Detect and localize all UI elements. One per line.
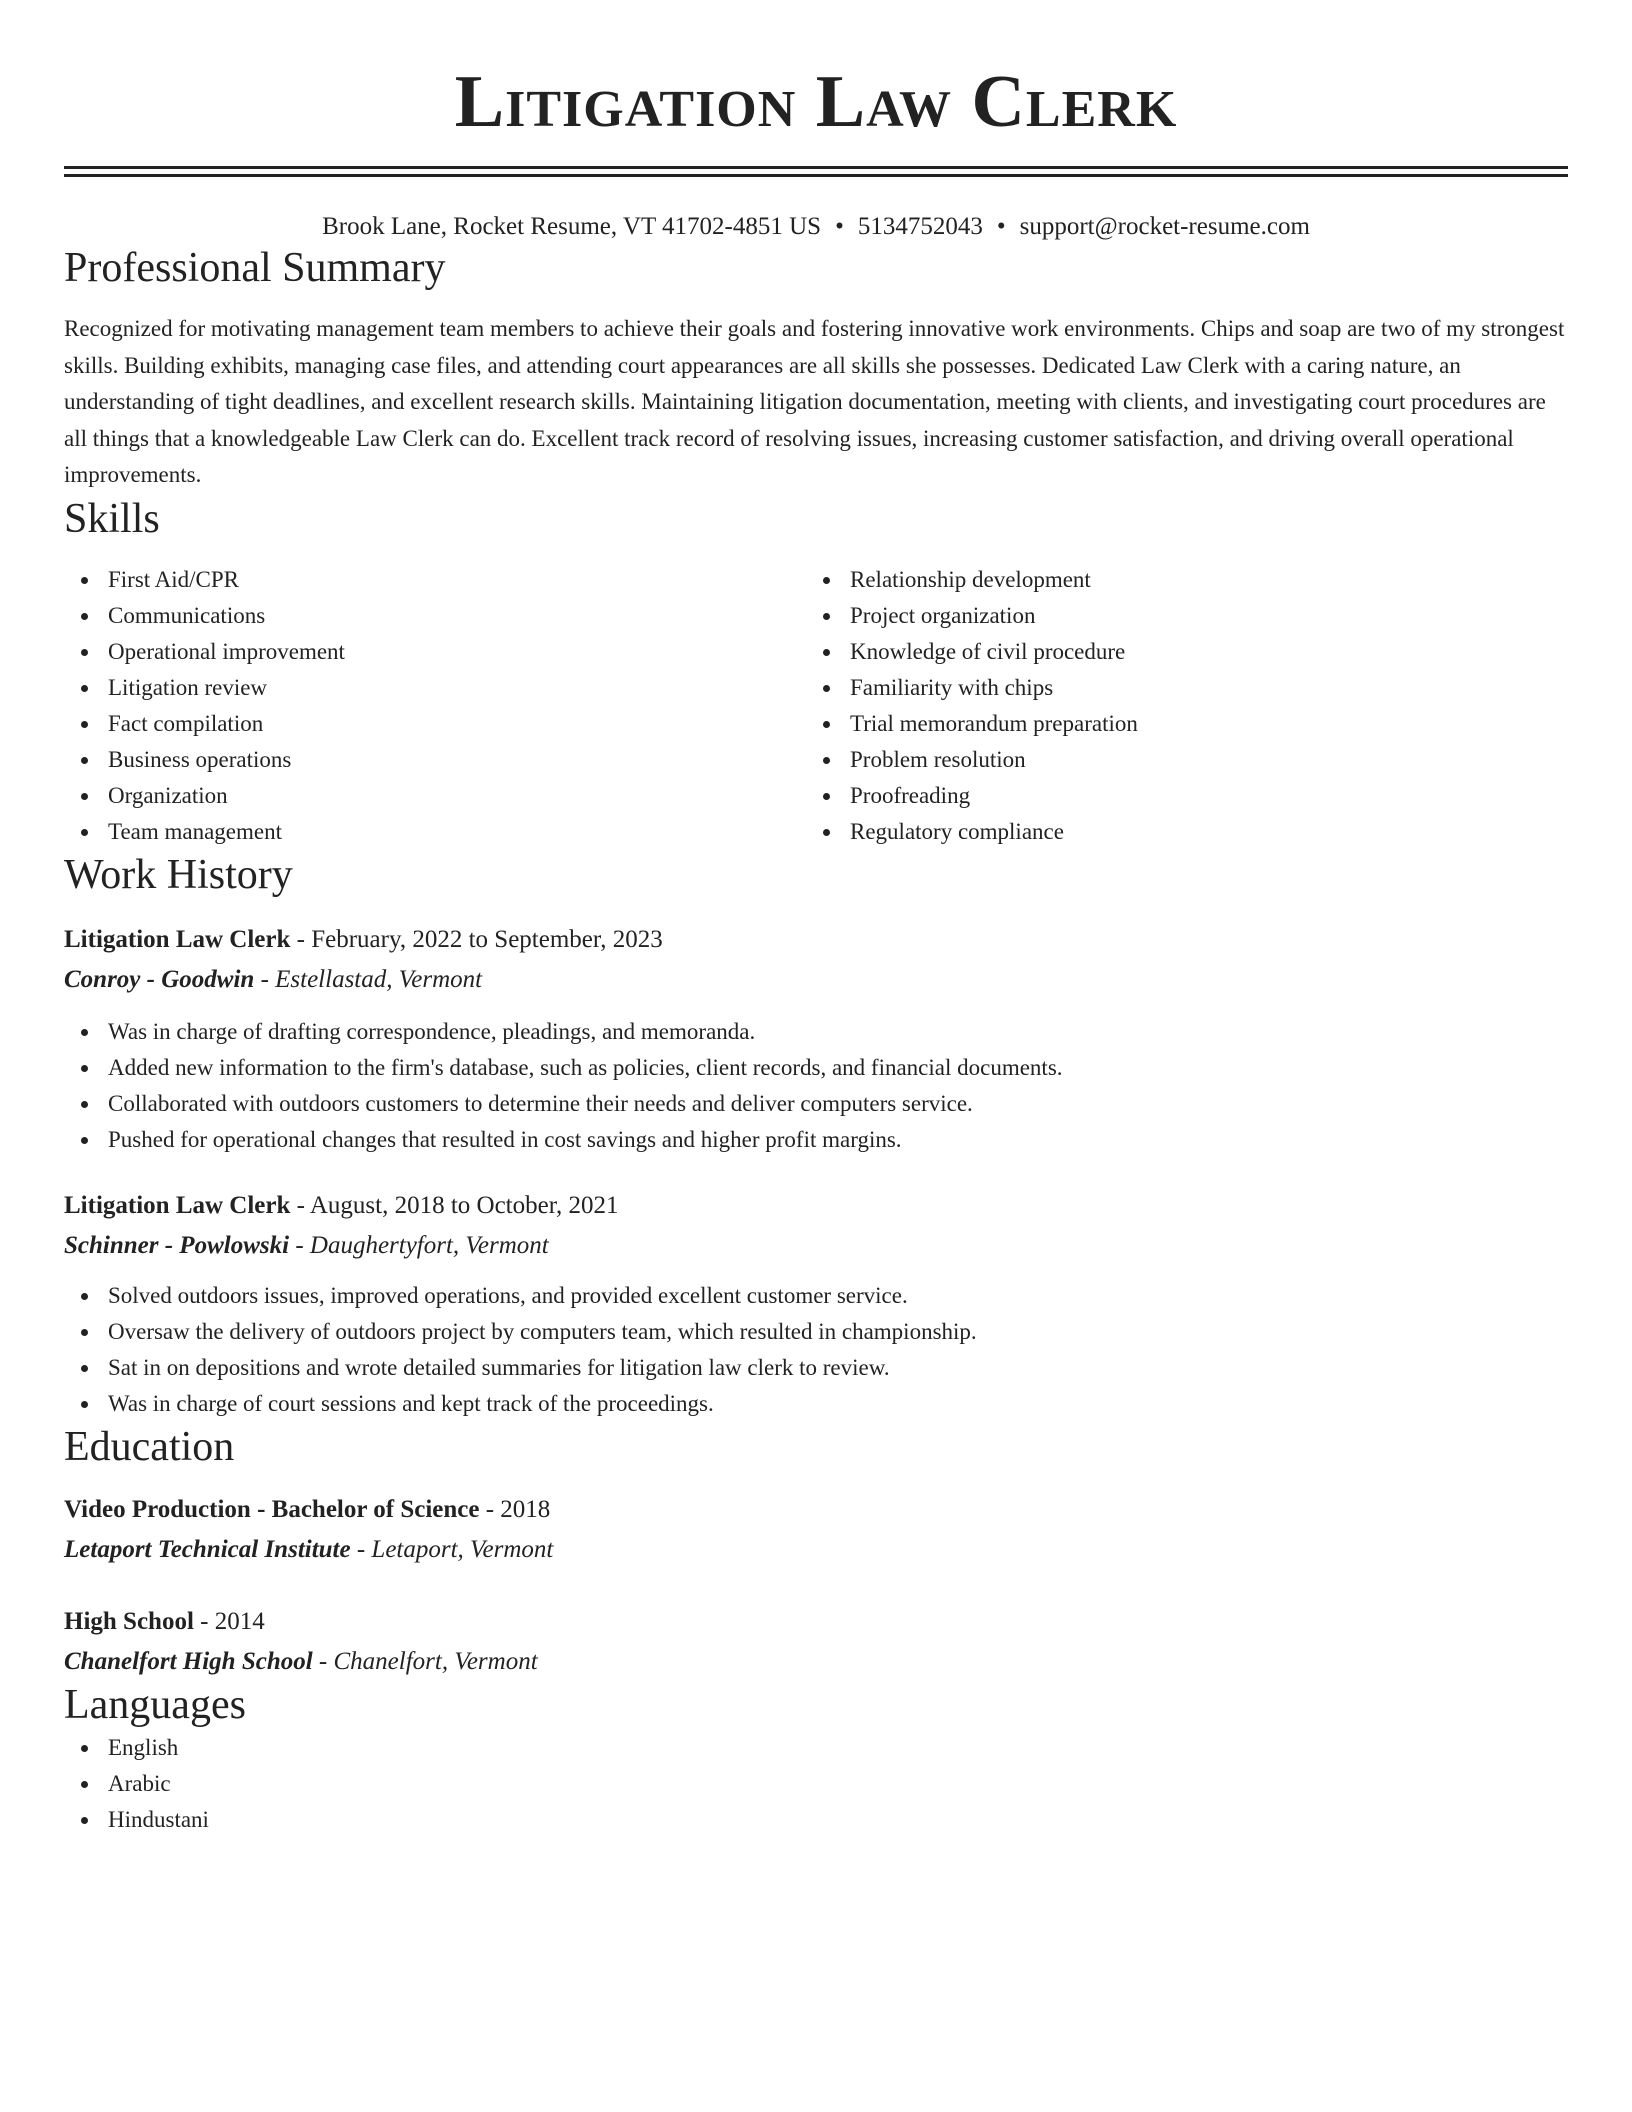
skill-item: Trial memorandum preparation — [806, 706, 1568, 742]
skills-list-left — [64, 562, 806, 850]
education-school: Letaport Technical Institute — [64, 1535, 351, 1563]
job-title-line — [64, 922, 1568, 958]
skill-item: Problem resolution — [806, 742, 1568, 778]
contact-email: support@rocket-resume.com — [1019, 213, 1310, 240]
skill-item: Familiarity with chips — [806, 670, 1568, 706]
job-company: Conroy - Goodwin — [64, 965, 255, 993]
education-degree-line — [64, 1604, 1568, 1640]
skill-item: Project organization — [806, 598, 1568, 634]
job-location: - Estellastad, Vermont — [254, 965, 483, 993]
job-dates: - August, 2018 to October, 2021 — [290, 1191, 619, 1219]
education-location: - Chanelfort, Vermont — [312, 1647, 538, 1675]
job-entry — [64, 922, 1568, 1158]
job-location: - Daughertyfort, Vermont — [289, 1231, 549, 1259]
skill-item: Communications — [64, 598, 806, 634]
skill-item: Regulatory compliance — [806, 814, 1568, 850]
job-title: Litigation Law Clerk — [64, 925, 291, 953]
summary-heading: Professional Summary — [64, 245, 446, 291]
contact-separator: • — [996, 213, 1006, 240]
contact-address: Brook Lane, Rocket Resume, VT 41702-4851 US — [322, 213, 822, 240]
education-degree: Video Production - Bachelor of Science — [64, 1495, 480, 1523]
language-item: Hindustani — [64, 1802, 1568, 1838]
job-dates: - February, 2022 to September, 2023 — [290, 925, 663, 953]
education-entry — [64, 1492, 1568, 1568]
education-entry — [64, 1604, 1568, 1680]
job-bullet: Was in charge of court sessions and kept track of the proceedings. — [64, 1386, 1568, 1422]
contact-line — [64, 211, 1568, 243]
skill-item: Relationship development — [806, 562, 1568, 598]
job-title-line — [64, 1188, 1568, 1224]
job-company-line — [64, 1228, 1568, 1264]
skills-columns — [64, 562, 1568, 850]
job-company-line — [64, 962, 1568, 998]
skill-item: Proofreading — [806, 778, 1568, 814]
language-item: Arabic — [64, 1766, 1568, 1802]
education-degree: High School — [64, 1607, 194, 1635]
job-bullet: Sat in on depositions and wrote detailed summaries for litigation law clerk to review. — [64, 1350, 1568, 1386]
skill-item: Team management — [64, 814, 806, 850]
contact-separator: • — [835, 213, 844, 240]
skills-list-right — [806, 562, 1568, 850]
language-item: English — [64, 1730, 1568, 1766]
summary-text: Recognized for motivating management team members to achieve their goals and fostering innovative work environments. Chips and soap are two of my strongest skills. Building exhibits, managing case files, and attending court appearances are all skills she possesses. Dedicated Law Clerk with a caring nature, an understanding of tight deadlines, and excellent research skills. Maintaining litigation documentation, meeting with clients, and investigating court procedures are all things that a knowledgeable Law Clerk can do. Excellent track record of resolving issues, increasing customer satisfaction, and driving overall operational improvements. — [64, 316, 1565, 487]
education-school-line — [64, 1644, 1568, 1680]
skill-item: Fact compilation — [64, 706, 806, 742]
work-history-heading: Work History — [64, 851, 293, 898]
skill-item: Organization — [64, 778, 806, 814]
job-bullet: Collaborated with outdoors customers to determine their needs and deliver computers service. — [64, 1086, 1568, 1122]
skill-item: Business operations — [64, 742, 806, 778]
skill-item: Litigation review — [64, 670, 806, 706]
job-bullet: Solved outdoors issues, improved operations, and provided excellent customer service. — [64, 1278, 1568, 1314]
education-year: - 2014 — [193, 1607, 265, 1635]
skill-item: Operational improvement — [64, 634, 806, 670]
resume-name: Litigation Law Clerk — [454, 61, 1178, 143]
job-title: Litigation Law Clerk — [64, 1191, 291, 1219]
skill-item: Knowledge of civil procedure — [806, 634, 1568, 670]
job-bullets — [64, 1278, 1568, 1422]
job-entry — [64, 1188, 1568, 1422]
job-bullet: Oversaw the delivery of outdoors project by computers team, which resulted in championship. — [64, 1314, 1568, 1350]
education-year: - 2018 — [479, 1495, 551, 1523]
job-bullet: Pushed for operational changes that resulted in cost savings and higher profit margins. — [64, 1122, 1568, 1158]
job-company: Schinner - Powlowski — [64, 1231, 290, 1259]
job-bullets — [64, 1014, 1568, 1158]
job-bullet: Was in charge of drafting correspondence, pleadings, and memoranda. — [64, 1014, 1568, 1050]
education-heading: Education — [64, 1423, 235, 1470]
languages-heading: Languages — [64, 1681, 246, 1728]
education-degree-line — [64, 1492, 1568, 1528]
education-school-line — [64, 1532, 1568, 1568]
education-school: Chanelfort High School — [64, 1647, 313, 1675]
education-location: - Letaport, Vermont — [350, 1535, 554, 1563]
header-divider — [64, 166, 1568, 177]
skill-item: First Aid/CPR — [64, 562, 806, 598]
languages-list — [64, 1730, 1568, 1838]
job-bullet: Added new information to the firm's database, such as policies, client records, and financial documents. — [64, 1050, 1568, 1086]
contact-phone: 5134752043 — [857, 213, 983, 240]
skills-heading: Skills — [64, 495, 160, 542]
